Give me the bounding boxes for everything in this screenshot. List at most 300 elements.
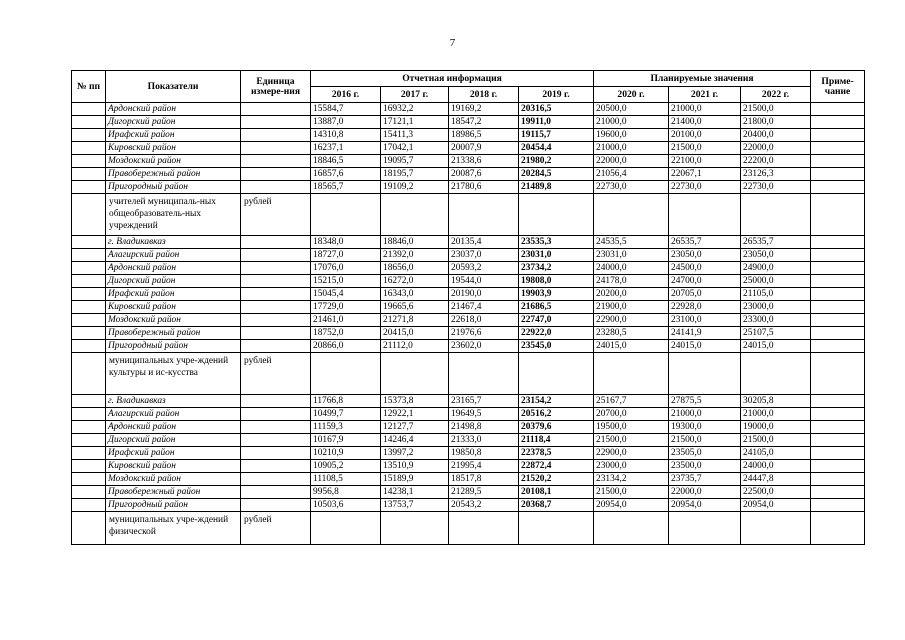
header-year: 2022 г. bbox=[741, 87, 811, 103]
value-cell: 22730,0 bbox=[741, 181, 811, 194]
remark-cell bbox=[811, 262, 865, 275]
table-row bbox=[72, 155, 865, 168]
header-num: № пп bbox=[72, 71, 106, 103]
table-row bbox=[72, 129, 865, 142]
value-cell: 11108,5 bbox=[311, 473, 381, 486]
value-cell bbox=[381, 512, 449, 545]
unit-cell bbox=[241, 447, 311, 460]
remark-cell bbox=[811, 275, 865, 288]
unit-cell bbox=[241, 421, 311, 434]
unit-cell bbox=[241, 116, 311, 129]
value-cell: 22378,5 bbox=[519, 447, 594, 460]
value-cell: 19903,9 bbox=[519, 288, 594, 301]
value-cell: 22000,0 bbox=[669, 486, 741, 499]
value-cell: 21489,8 bbox=[519, 181, 594, 194]
value-cell: 12127,7 bbox=[381, 421, 449, 434]
header-planned: Планируемые значения bbox=[594, 71, 811, 87]
num-cell bbox=[72, 288, 106, 301]
header-year: 2016 г. bbox=[311, 87, 381, 103]
unit-cell bbox=[241, 327, 311, 340]
value-cell: 21000,0 bbox=[669, 408, 741, 421]
value-cell: 22730,0 bbox=[669, 181, 741, 194]
num-cell bbox=[72, 327, 106, 340]
unit-cell: рублей bbox=[241, 512, 311, 545]
value-cell: 27875,5 bbox=[669, 395, 741, 408]
value-cell: 16343,0 bbox=[381, 288, 449, 301]
value-cell bbox=[669, 512, 741, 545]
value-cell: 21780,6 bbox=[449, 181, 519, 194]
value-cell: 23134,2 bbox=[594, 473, 669, 486]
value-cell: 22618,0 bbox=[449, 314, 519, 327]
value-cell: 22500,0 bbox=[741, 486, 811, 499]
value-cell: 13510,9 bbox=[381, 460, 449, 473]
value-cell: 22200,0 bbox=[741, 155, 811, 168]
num-cell bbox=[72, 512, 106, 545]
value-cell: 22922,0 bbox=[519, 327, 594, 340]
value-cell: 20379,6 bbox=[519, 421, 594, 434]
value-cell: 23050,0 bbox=[741, 249, 811, 262]
value-cell bbox=[311, 353, 381, 395]
value-cell bbox=[519, 194, 594, 236]
value-cell: 16272,0 bbox=[381, 275, 449, 288]
table-row bbox=[72, 288, 865, 301]
group-row bbox=[72, 512, 865, 545]
unit-cell bbox=[241, 142, 311, 155]
num-cell bbox=[72, 168, 106, 181]
value-cell: 24900,0 bbox=[741, 262, 811, 275]
value-cell: 20954,0 bbox=[741, 499, 811, 512]
value-cell: 24015,0 bbox=[741, 340, 811, 353]
remark-cell bbox=[811, 460, 865, 473]
remark-cell bbox=[811, 168, 865, 181]
value-cell: 20190,0 bbox=[449, 288, 519, 301]
value-cell: 22900,0 bbox=[594, 447, 669, 460]
unit-cell bbox=[241, 103, 311, 116]
unit-cell bbox=[241, 499, 311, 512]
remark-cell bbox=[811, 486, 865, 499]
header-year: 2021 г. bbox=[669, 87, 741, 103]
value-cell: 18656,0 bbox=[381, 262, 449, 275]
value-cell: 14238,1 bbox=[381, 486, 449, 499]
value-cell: 21980,2 bbox=[519, 155, 594, 168]
value-cell: 12922,1 bbox=[381, 408, 449, 421]
table-row bbox=[72, 168, 865, 181]
value-cell: 24700,0 bbox=[669, 275, 741, 288]
value-cell: 23545,0 bbox=[519, 340, 594, 353]
value-cell: 21118,4 bbox=[519, 434, 594, 447]
value-cell: 20700,0 bbox=[594, 408, 669, 421]
value-cell bbox=[741, 512, 811, 545]
value-cell: 22730,0 bbox=[594, 181, 669, 194]
district-name: Моздокский район bbox=[106, 155, 241, 168]
value-cell: 20415,0 bbox=[381, 327, 449, 340]
value-cell: 21467,4 bbox=[449, 301, 519, 314]
value-cell: 23165,7 bbox=[449, 395, 519, 408]
remark-cell bbox=[811, 249, 865, 262]
value-cell: 19544,0 bbox=[449, 275, 519, 288]
value-cell: 23735,7 bbox=[669, 473, 741, 486]
value-cell: 22747,0 bbox=[519, 314, 594, 327]
value-cell: 10499,7 bbox=[311, 408, 381, 421]
value-cell: 18986,5 bbox=[449, 129, 519, 142]
value-cell: 19115,7 bbox=[519, 129, 594, 142]
district-name: Пригородный район bbox=[106, 181, 241, 194]
header-year: 2019 г. bbox=[519, 87, 594, 103]
remark-cell bbox=[811, 327, 865, 340]
district-name: Моздокский район bbox=[106, 473, 241, 486]
value-cell: 22000,0 bbox=[741, 142, 811, 155]
district-name: Дигорский район bbox=[106, 116, 241, 129]
value-cell: 25000,0 bbox=[741, 275, 811, 288]
num-cell bbox=[72, 421, 106, 434]
district-name: г. Владикавказ bbox=[106, 395, 241, 408]
num-cell bbox=[72, 460, 106, 473]
value-cell: 21056,4 bbox=[594, 168, 669, 181]
value-cell: 21900,0 bbox=[594, 301, 669, 314]
value-cell: 17121,1 bbox=[381, 116, 449, 129]
value-cell: 18547,2 bbox=[449, 116, 519, 129]
remark-cell bbox=[811, 512, 865, 545]
value-cell: 21461,0 bbox=[311, 314, 381, 327]
value-cell: 11159,3 bbox=[311, 421, 381, 434]
value-cell: 10167,9 bbox=[311, 434, 381, 447]
value-cell: 23154,2 bbox=[519, 395, 594, 408]
value-cell: 21520,2 bbox=[519, 473, 594, 486]
value-cell: 20400,0 bbox=[741, 129, 811, 142]
district-name: г. Владикавказ bbox=[106, 236, 241, 249]
table-row bbox=[72, 327, 865, 340]
value-cell: 14246,4 bbox=[381, 434, 449, 447]
value-cell: 19300,0 bbox=[669, 421, 741, 434]
value-cell bbox=[594, 512, 669, 545]
value-cell: 21976,6 bbox=[449, 327, 519, 340]
value-cell: 20135,4 bbox=[449, 236, 519, 249]
value-cell: 20284,5 bbox=[519, 168, 594, 181]
group-label: муниципальных учре-ждений культуры и ис-кусства bbox=[106, 353, 241, 395]
remark-cell bbox=[811, 421, 865, 434]
value-cell bbox=[381, 194, 449, 236]
value-cell: 20454,4 bbox=[519, 142, 594, 155]
value-cell: 20200,0 bbox=[594, 288, 669, 301]
district-name: Кировский район bbox=[106, 142, 241, 155]
value-cell: 22100,0 bbox=[669, 155, 741, 168]
value-cell: 19169,2 bbox=[449, 103, 519, 116]
num-cell bbox=[72, 262, 106, 275]
value-cell: 24000,0 bbox=[594, 262, 669, 275]
num-cell bbox=[72, 434, 106, 447]
value-cell: 23000,0 bbox=[741, 301, 811, 314]
remark-cell bbox=[811, 447, 865, 460]
num-cell bbox=[72, 353, 106, 395]
header-indicators: Показатели bbox=[106, 71, 241, 103]
remark-cell bbox=[811, 434, 865, 447]
unit-cell bbox=[241, 168, 311, 181]
header-year: 2020 г. bbox=[594, 87, 669, 103]
value-cell: 16857,6 bbox=[311, 168, 381, 181]
value-cell: 21686,5 bbox=[519, 301, 594, 314]
remark-cell bbox=[811, 408, 865, 421]
table-row bbox=[72, 249, 865, 262]
value-cell: 14310,8 bbox=[311, 129, 381, 142]
value-cell: 21000,0 bbox=[741, 408, 811, 421]
value-cell: 13997,2 bbox=[381, 447, 449, 460]
remark-cell bbox=[811, 116, 865, 129]
table-row bbox=[72, 460, 865, 473]
value-cell: 23050,0 bbox=[669, 249, 741, 262]
value-cell: 15411,3 bbox=[381, 129, 449, 142]
table-row bbox=[72, 421, 865, 434]
value-cell: 18195,7 bbox=[381, 168, 449, 181]
value-cell: 23280,5 bbox=[594, 327, 669, 340]
value-cell: 30205,8 bbox=[741, 395, 811, 408]
remark-cell bbox=[811, 288, 865, 301]
value-cell: 24015,0 bbox=[669, 340, 741, 353]
value-cell: 19109,2 bbox=[381, 181, 449, 194]
table-row bbox=[72, 314, 865, 327]
value-cell: 21500,0 bbox=[669, 142, 741, 155]
table-row bbox=[72, 142, 865, 155]
table-row bbox=[72, 499, 865, 512]
remark-cell bbox=[811, 314, 865, 327]
unit-cell bbox=[241, 262, 311, 275]
remark-cell bbox=[811, 499, 865, 512]
value-cell: 10210,9 bbox=[311, 447, 381, 460]
table-row bbox=[72, 486, 865, 499]
num-cell bbox=[72, 473, 106, 486]
district-name: Пригородный район bbox=[106, 340, 241, 353]
value-cell bbox=[669, 353, 741, 395]
value-cell: 23300,0 bbox=[741, 314, 811, 327]
value-cell: 24000,0 bbox=[741, 460, 811, 473]
value-cell: 24447,8 bbox=[741, 473, 811, 486]
value-cell: 16932,2 bbox=[381, 103, 449, 116]
value-cell: 15215,0 bbox=[311, 275, 381, 288]
num-cell bbox=[72, 275, 106, 288]
value-cell: 20007,9 bbox=[449, 142, 519, 155]
value-cell: 19911,0 bbox=[519, 116, 594, 129]
value-cell: 24178,0 bbox=[594, 275, 669, 288]
unit-cell bbox=[241, 340, 311, 353]
value-cell: 21333,0 bbox=[449, 434, 519, 447]
num-cell bbox=[72, 314, 106, 327]
remark-cell bbox=[811, 129, 865, 142]
value-cell: 13753,7 bbox=[381, 499, 449, 512]
value-cell: 20108,1 bbox=[519, 486, 594, 499]
value-cell: 16237,1 bbox=[311, 142, 381, 155]
value-cell: 18846,5 bbox=[311, 155, 381, 168]
indicators-table bbox=[71, 70, 865, 545]
value-cell: 23100,0 bbox=[669, 314, 741, 327]
value-cell: 20543,2 bbox=[449, 499, 519, 512]
district-name: Ирафский район bbox=[106, 129, 241, 142]
value-cell: 22872,4 bbox=[519, 460, 594, 473]
table-body bbox=[72, 103, 865, 545]
value-cell: 24141,9 bbox=[669, 327, 741, 340]
value-cell: 23505,0 bbox=[669, 447, 741, 460]
value-cell: 20954,0 bbox=[594, 499, 669, 512]
value-cell: 22067,1 bbox=[669, 168, 741, 181]
value-cell bbox=[519, 512, 594, 545]
value-cell: 21338,6 bbox=[449, 155, 519, 168]
header-year: 2018 г. bbox=[449, 87, 519, 103]
value-cell: 13887,0 bbox=[311, 116, 381, 129]
group-label: муниципальных учре-ждений физической bbox=[106, 512, 241, 545]
unit-cell bbox=[241, 473, 311, 486]
value-cell: 23500,0 bbox=[669, 460, 741, 473]
value-cell: 21800,0 bbox=[741, 116, 811, 129]
value-cell: 20100,0 bbox=[669, 129, 741, 142]
district-name: Дигорский район bbox=[106, 275, 241, 288]
value-cell: 21289,5 bbox=[449, 486, 519, 499]
table-row bbox=[72, 408, 865, 421]
value-cell: 21500,0 bbox=[594, 434, 669, 447]
value-cell: 20368,7 bbox=[519, 499, 594, 512]
district-name: Ардонский район bbox=[106, 103, 241, 116]
remark-cell bbox=[811, 103, 865, 116]
district-name: Дигорский район bbox=[106, 434, 241, 447]
num-cell bbox=[72, 103, 106, 116]
value-cell: 18846,0 bbox=[381, 236, 449, 249]
unit-cell bbox=[241, 275, 311, 288]
value-cell: 19095,7 bbox=[381, 155, 449, 168]
remark-cell bbox=[811, 395, 865, 408]
district-name: Ирафский район bbox=[106, 288, 241, 301]
table-row bbox=[72, 103, 865, 116]
table-row bbox=[72, 340, 865, 353]
num-cell bbox=[72, 142, 106, 155]
num-cell bbox=[72, 486, 106, 499]
value-cell bbox=[741, 353, 811, 395]
unit-cell bbox=[241, 155, 311, 168]
unit-cell bbox=[241, 314, 311, 327]
district-name: Правобережный район bbox=[106, 327, 241, 340]
value-cell: 21392,0 bbox=[381, 249, 449, 262]
unit-cell bbox=[241, 460, 311, 473]
value-cell: 23734,2 bbox=[519, 262, 594, 275]
value-cell: 21500,0 bbox=[741, 103, 811, 116]
table-row bbox=[72, 395, 865, 408]
value-cell: 21271,8 bbox=[381, 314, 449, 327]
value-cell: 9956,8 bbox=[311, 486, 381, 499]
value-cell: 15584,7 bbox=[311, 103, 381, 116]
num-cell bbox=[72, 447, 106, 460]
value-cell: 19808,0 bbox=[519, 275, 594, 288]
remark-cell bbox=[811, 155, 865, 168]
value-cell: 17042,1 bbox=[381, 142, 449, 155]
district-name: Кировский район bbox=[106, 301, 241, 314]
header-remark: Приме-чание bbox=[811, 71, 865, 103]
value-cell: 17729,0 bbox=[311, 301, 381, 314]
district-name: Правобережный район bbox=[106, 486, 241, 499]
value-cell: 23126,3 bbox=[741, 168, 811, 181]
value-cell: 20705,0 bbox=[669, 288, 741, 301]
table-row bbox=[72, 473, 865, 486]
value-cell: 21498,8 bbox=[449, 421, 519, 434]
table-row bbox=[72, 236, 865, 249]
remark-cell bbox=[811, 473, 865, 486]
value-cell: 17076,0 bbox=[311, 262, 381, 275]
district-name: Ардонский район bbox=[106, 421, 241, 434]
num-cell bbox=[72, 408, 106, 421]
unit-cell bbox=[241, 486, 311, 499]
value-cell: 24015,0 bbox=[594, 340, 669, 353]
value-cell: 21500,0 bbox=[741, 434, 811, 447]
unit-cell bbox=[241, 434, 311, 447]
num-cell bbox=[72, 249, 106, 262]
unit-cell bbox=[241, 181, 311, 194]
unit-cell bbox=[241, 408, 311, 421]
value-cell: 21000,0 bbox=[594, 116, 669, 129]
value-cell: 20500,0 bbox=[594, 103, 669, 116]
page-number: 7 bbox=[449, 37, 456, 49]
value-cell bbox=[449, 512, 519, 545]
value-cell: 24500,0 bbox=[669, 262, 741, 275]
header-year: 2017 г. bbox=[381, 87, 449, 103]
value-cell: 21105,0 bbox=[741, 288, 811, 301]
value-cell: 23000,0 bbox=[594, 460, 669, 473]
value-cell: 20316,5 bbox=[519, 103, 594, 116]
value-cell: 24105,0 bbox=[741, 447, 811, 460]
remark-cell bbox=[811, 340, 865, 353]
district-name: Моздокский район bbox=[106, 314, 241, 327]
num-cell bbox=[72, 395, 106, 408]
unit-cell: рублей bbox=[241, 353, 311, 395]
num-cell bbox=[72, 116, 106, 129]
unit-cell bbox=[241, 395, 311, 408]
table-row bbox=[72, 434, 865, 447]
remark-cell bbox=[811, 142, 865, 155]
value-cell: 23031,0 bbox=[594, 249, 669, 262]
num-cell bbox=[72, 129, 106, 142]
value-cell: 19500,0 bbox=[594, 421, 669, 434]
district-name: Алагирский район bbox=[106, 408, 241, 421]
value-cell bbox=[519, 353, 594, 395]
value-cell: 18727,0 bbox=[311, 249, 381, 262]
value-cell: 15189,9 bbox=[381, 473, 449, 486]
district-name: Ардонский район bbox=[106, 262, 241, 275]
value-cell: 15045,4 bbox=[311, 288, 381, 301]
value-cell: 23037,0 bbox=[449, 249, 519, 262]
value-cell: 25167,7 bbox=[594, 395, 669, 408]
value-cell: 19000,0 bbox=[741, 421, 811, 434]
num-cell bbox=[72, 499, 106, 512]
value-cell: 15373,8 bbox=[381, 395, 449, 408]
unit-cell bbox=[241, 129, 311, 142]
value-cell: 25107,5 bbox=[741, 327, 811, 340]
value-cell bbox=[381, 353, 449, 395]
district-name: Кировский район bbox=[106, 460, 241, 473]
value-cell: 21500,0 bbox=[669, 434, 741, 447]
group-label: учителей муниципаль-ных общеобразователь-ных учреждений bbox=[106, 194, 241, 236]
num-cell bbox=[72, 181, 106, 194]
value-cell: 10905,2 bbox=[311, 460, 381, 473]
district-name: Пригородный район bbox=[106, 499, 241, 512]
value-cell: 23535,3 bbox=[519, 236, 594, 249]
value-cell: 22928,0 bbox=[669, 301, 741, 314]
remark-cell bbox=[811, 236, 865, 249]
value-cell: 10503,6 bbox=[311, 499, 381, 512]
value-cell: 18752,0 bbox=[311, 327, 381, 340]
num-cell bbox=[72, 155, 106, 168]
value-cell bbox=[449, 194, 519, 236]
district-name: Правобережный район bbox=[106, 168, 241, 181]
value-cell: 19649,5 bbox=[449, 408, 519, 421]
district-name: Алагирский район bbox=[106, 249, 241, 262]
header-unit: Единица измере-ния bbox=[241, 71, 311, 103]
value-cell: 21000,0 bbox=[669, 103, 741, 116]
value-cell bbox=[594, 353, 669, 395]
value-cell: 19850,8 bbox=[449, 447, 519, 460]
